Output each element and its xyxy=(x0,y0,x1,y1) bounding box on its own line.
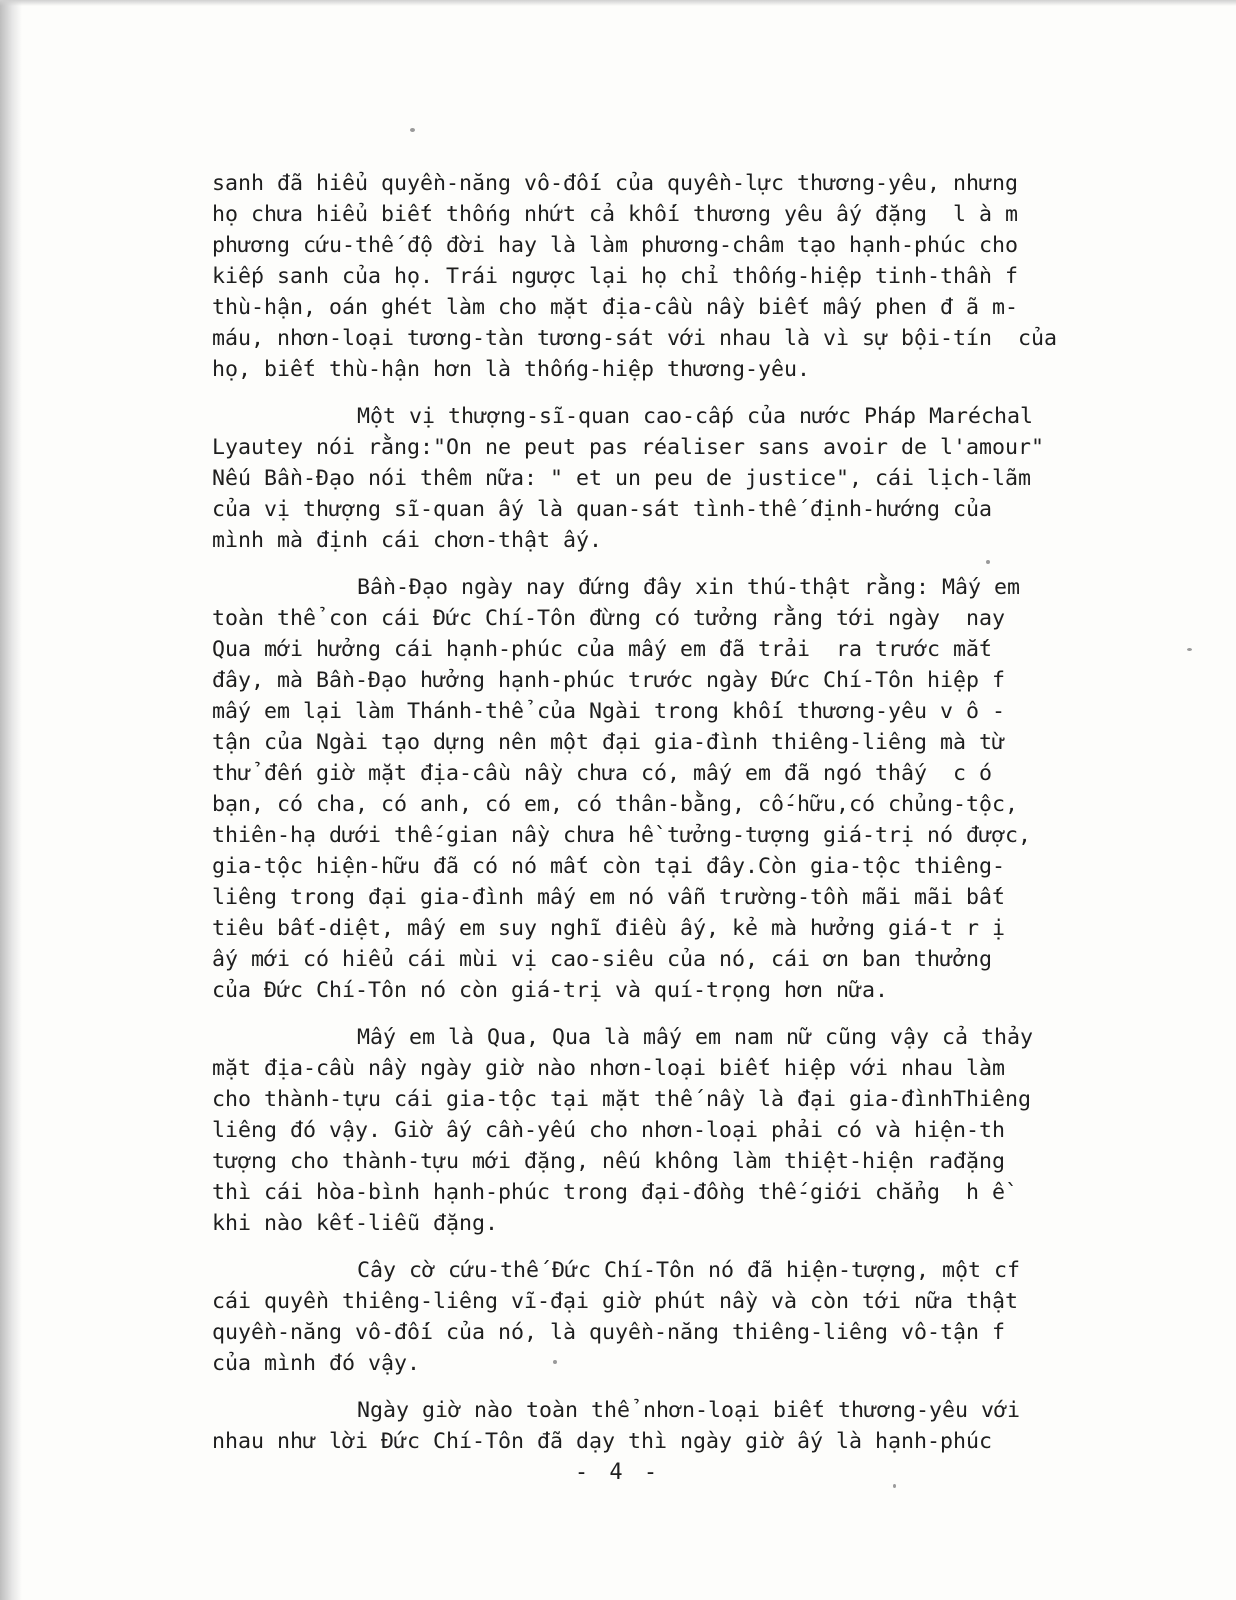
text-line: Qua mới hưởng cái hạnh-phúc của mấy em đã trải ra trước mắt xyxy=(212,637,993,662)
text-line: thiên-hạ dưới thế-gian nầy chưa hề tưởng-tượng giá-trị nó được, xyxy=(212,823,1032,848)
text-line: tiêu bất-diệt, mấy em suy nghĩ điều ấy, kẻ mà hưởng giá-t r ị xyxy=(212,916,1006,941)
text-line: thì cái hòa-bình hạnh-phúc trong đại-đồng thế-giới chẳng h ề xyxy=(212,1180,1006,1205)
text-line: phương cứu-thế độ đời hay là làm phương-châm tạo hạnh-phúc cho xyxy=(212,233,1019,258)
scan-top-shadow xyxy=(0,0,1236,6)
paragraph xyxy=(212,572,1132,1006)
text-line: khi nào kết-liễu đặng. xyxy=(212,1211,499,1236)
text-line: họ, biết thù-hận hơn là thống-hiệp thương-yêu. xyxy=(212,357,811,382)
text-line: bạn, có cha, có anh, có em, có thân-bằng, cố-hữu,có chủng-tộc, xyxy=(212,792,1019,817)
text-line: mình mà định cái chơn-thật ấy. xyxy=(212,528,603,553)
paragraph xyxy=(212,1255,1132,1379)
text-line: sanh đã hiểu quyền-năng vô-đối của quyền-lực thương-yêu, nhưng xyxy=(212,171,1019,196)
paragraph xyxy=(212,1022,1132,1239)
text-line: họ chưa hiểu biết thống nhứt cả khối thương yêu ấy đặng l à m xyxy=(212,202,1019,227)
text-line: đây, mà Bần-Đạo hưởng hạnh-phúc trước ngày Đức Chí-Tôn hiệp f xyxy=(212,668,1006,693)
text-line: kiếp sanh của họ. Trái ngược lại họ chỉ thống-hiệp tinh-thần f xyxy=(212,264,1019,289)
text-line: gia-tộc hiện-hữu đã có nó mất còn tại đây.Còn gia-tộc thiêng- xyxy=(212,854,1006,879)
text-line: tận của Ngài tạo dựng nên một đại gia-đình thiêng-liêng mà từ xyxy=(212,730,1006,755)
text-line: của vị thượng sĩ-quan ấy là quan-sát tình-thế định-hướng của xyxy=(212,497,993,522)
text-line: Mấy em là Qua, Qua là mấy em nam nữ cũng vậy cả thảy xyxy=(357,1025,1034,1050)
text-line: quyền-năng vô-đối của nó, là quyền-năng thiêng-liêng vô-tận f xyxy=(212,1320,1006,1345)
text-line: Ngày giờ nào toàn thể nhơn-loại biết thương-yêu với xyxy=(357,1398,1021,1423)
text-line: liêng đó vậy. Giờ ấy cần-yếu cho nhơn-loại phải có và hiện-th xyxy=(212,1118,1006,1143)
page-number: - 4 - xyxy=(574,1460,662,1485)
text-line: toàn thể con cái Đức Chí-Tôn đừng có tưởng rằng tới ngày nay xyxy=(212,606,1006,631)
text-line: cho thành-tựu cái gia-tộc tại mặt thế nầy là đại gia-đìnhThiêng xyxy=(212,1087,1032,1112)
text-line: Lyautey nói rằng:"On ne peut pas réaliser sans avoir de l'amour" xyxy=(212,435,1045,460)
text-line: nhau như lời Đức Chí-Tôn đã dạy thì ngày giờ ấy là hạnh-phúc xyxy=(212,1429,993,1454)
text-line: thử đến giờ mặt địa-cầu nầy chưa có, mấy em đã ngó thấy c ó xyxy=(212,761,993,786)
text-line: mặt địa-cầu nầy ngày giờ nào nhơn-loại biết hiệp với nhau làm xyxy=(212,1056,1006,1081)
text-line: thù-hận, oán ghét làm cho mặt địa-cầu nầy biết mấy phen đ ã m- xyxy=(212,295,1019,320)
text-line: Cây cờ cứu-thế Đức Chí-Tôn nó đã hiện-tượng, một cf xyxy=(357,1258,1021,1283)
text-line: Nếu Bần-Đạo nói thêm nữa: " et un peu de justice", cái lịch-lãm xyxy=(212,466,1032,491)
scan-speck xyxy=(410,128,415,132)
text-line: máu, nhơn-loại tương-tàn tương-sát với nhau là vì sự bội-tín của xyxy=(212,326,1058,351)
text-line: ấy mới có hiểu cái mùi vị cao-siêu của nó, cái ơn ban thưởng xyxy=(212,947,993,972)
text-line: liêng trong đại gia-đình mấy em nó vẫn trường-tồn mãi mãi bất xyxy=(212,885,1006,910)
text-line: của Đức Chí-Tôn nó còn giá-trị và quí-trọng hơn nữa. xyxy=(212,978,889,1003)
text-line: của mình đó vậy. xyxy=(212,1351,421,1376)
scan-edge-shadow xyxy=(0,0,22,1600)
text-line: cái quyền thiêng-liêng vĩ-đại giờ phút nầy và còn tới nữa thật xyxy=(212,1289,1019,1314)
text-line: tượng cho thành-tựu mới đặng, nếu không làm thiệt-hiện rađặng xyxy=(212,1149,1006,1174)
paragraph xyxy=(212,401,1132,556)
paragraph xyxy=(212,1395,1132,1457)
document-body xyxy=(212,168,1132,1463)
text-line: mấy em lại làm Thánh-thể của Ngài trong khối thương-yêu v ô - xyxy=(212,699,1006,724)
text-line: Bần-Đạo ngày nay đứng đây xin thú-thật rằng: Mấy em xyxy=(357,575,1021,600)
scan-speck xyxy=(1187,648,1192,651)
paragraph xyxy=(212,168,1132,385)
text-line: Một vị thượng-sĩ-quan cao-cấp của nước Pháp Maréchal xyxy=(357,404,1034,429)
